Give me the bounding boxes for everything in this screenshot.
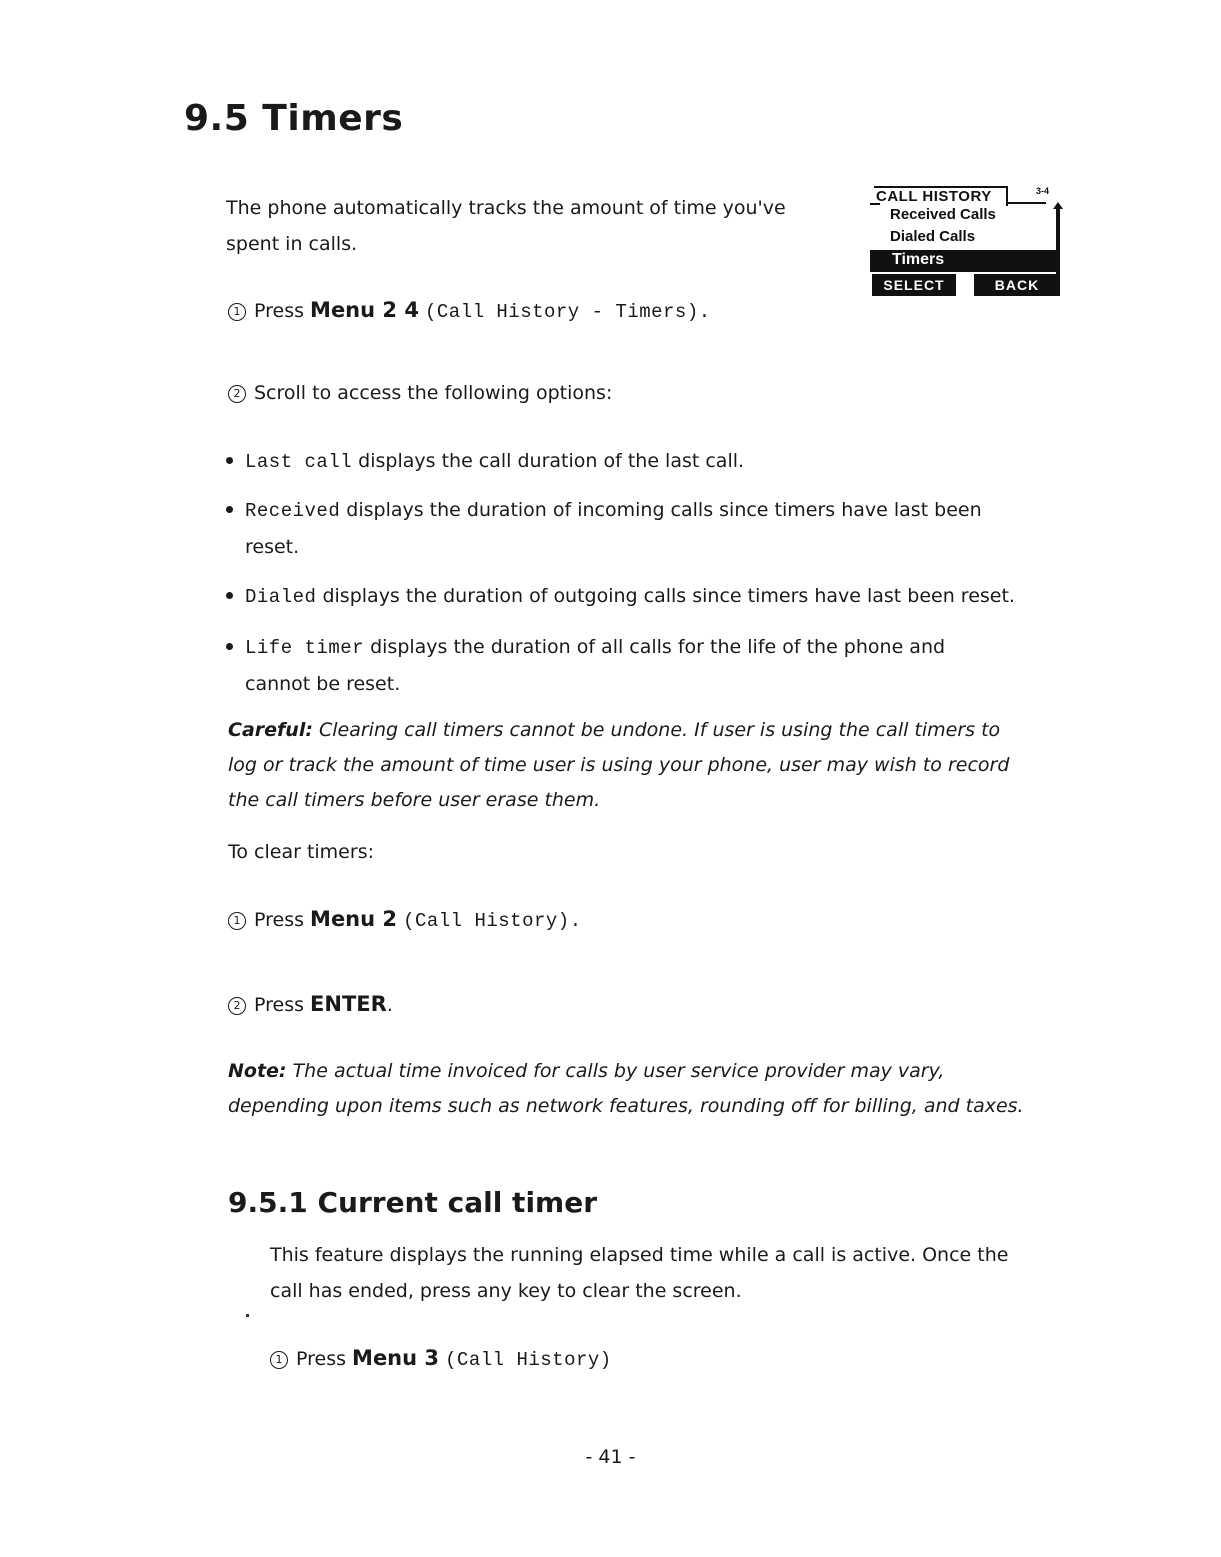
subsection-step-1-code: (Call History) [445, 1349, 612, 1371]
header-tail [1006, 202, 1046, 204]
clear-step-2-prefix: Press [254, 994, 311, 1016]
step-number-1: 1 [270, 1351, 288, 1369]
intro-line-1: The phone automatically tracks the amount of time you've [226, 197, 786, 219]
clear-step-1-prefix: Press [254, 909, 311, 931]
clear-step-2 [228, 986, 393, 1023]
bullet-icon [226, 592, 233, 599]
option-code: Life timer [245, 637, 365, 659]
phone-menu-item-received: Received Calls [890, 206, 996, 223]
subsection-line-2: call has ended, press any key to clear the screen. [270, 1280, 742, 1302]
option-code: Last call [245, 451, 353, 473]
step-number-1: 1 [228, 303, 246, 321]
bullet-icon [226, 643, 233, 650]
note-line-2: depending upon items such as network features, rounding off for billing, and taxes. [228, 1095, 1024, 1117]
option-desc: displays the duration of outgoing calls since timers have last been reset. [322, 585, 1015, 607]
bullet-icon [226, 506, 233, 513]
step-1-prefix: Press [254, 300, 311, 322]
phone-index: 3-4 [1036, 186, 1050, 196]
subsection-step-1 [270, 1340, 612, 1378]
option-desc-cont: reset. [245, 536, 300, 558]
softkey-back: BACK [974, 274, 1060, 296]
bullet-icon [226, 457, 233, 464]
option-desc: displays the call duration of the last call. [358, 450, 745, 472]
stray-mark [246, 1314, 249, 1317]
note-line-1: The actual time invoiced for calls by user service provider may vary, [292, 1060, 945, 1082]
intro-line-2: spent in calls. [226, 233, 358, 255]
subsection-paragraph [270, 1237, 1008, 1309]
step-2 [228, 375, 612, 411]
option-code: Received [245, 500, 341, 522]
careful-line-2: log or track the amount of time user is using your phone, user may wish to record [228, 754, 1010, 776]
step-number-2: 2 [228, 997, 246, 1015]
phone-selected-label: Timers [892, 251, 945, 268]
intro-paragraph [226, 190, 786, 262]
option-code: Dialed [245, 586, 317, 608]
step-1-keys: Menu 2 4 [310, 298, 419, 322]
clear-step-2-suffix: . [386, 994, 393, 1016]
phone-menu-item-timers-selected [870, 250, 1056, 272]
careful-line-3: the call timers before user erase them. [228, 789, 601, 811]
step-number-2: 2 [228, 385, 246, 403]
option-dialed [226, 578, 1015, 615]
subsection-step-1-prefix: Press [296, 1348, 353, 1370]
clear-step-1 [228, 901, 582, 939]
option-desc-cont: cannot be reset. [245, 673, 401, 695]
step-number-1: 1 [228, 912, 246, 930]
option-desc: displays the duration of incoming calls since timers have last been [346, 499, 982, 521]
phone-screen-illustration [870, 186, 1062, 296]
careful-label: Careful: [228, 719, 313, 741]
option-desc: displays the duration of all calls for the life of the phone and [370, 636, 946, 658]
page-number: - 41 - [585, 1446, 636, 1468]
subsection-title: 9.5.1 Current call timer [228, 1186, 598, 1219]
clear-step-2-keys: ENTER [310, 992, 387, 1016]
phone-menu-item-dialed: Dialed Calls [890, 228, 976, 245]
step-1 [228, 292, 711, 330]
subsection-line-1: This feature displays the running elapsed time while a call is active. Once the [270, 1244, 1009, 1266]
note-label: Note: [228, 1060, 287, 1082]
softkey-select: SELECT [872, 274, 956, 296]
clear-timers-intro: To clear timers: [228, 841, 374, 863]
clear-step-1-code: (Call History). [403, 910, 582, 932]
step-2-text: Scroll to access the following options: [254, 382, 613, 404]
option-life-timer [226, 629, 945, 702]
option-received [226, 492, 982, 565]
careful-line-1: Clearing call timers cannot be undone. If user is using the call timers to [318, 719, 1001, 741]
note [228, 1054, 1024, 1124]
careful-note [228, 713, 1009, 818]
subsection-step-1-keys: Menu 3 [352, 1346, 440, 1370]
step-1-code: (Call History - Timers). [424, 301, 711, 323]
clear-step-1-keys: Menu 2 [310, 907, 398, 931]
page-title: 9.5 Timers [184, 98, 404, 139]
phone-header: CALL HISTORY [876, 188, 992, 205]
option-last-call [226, 443, 744, 480]
